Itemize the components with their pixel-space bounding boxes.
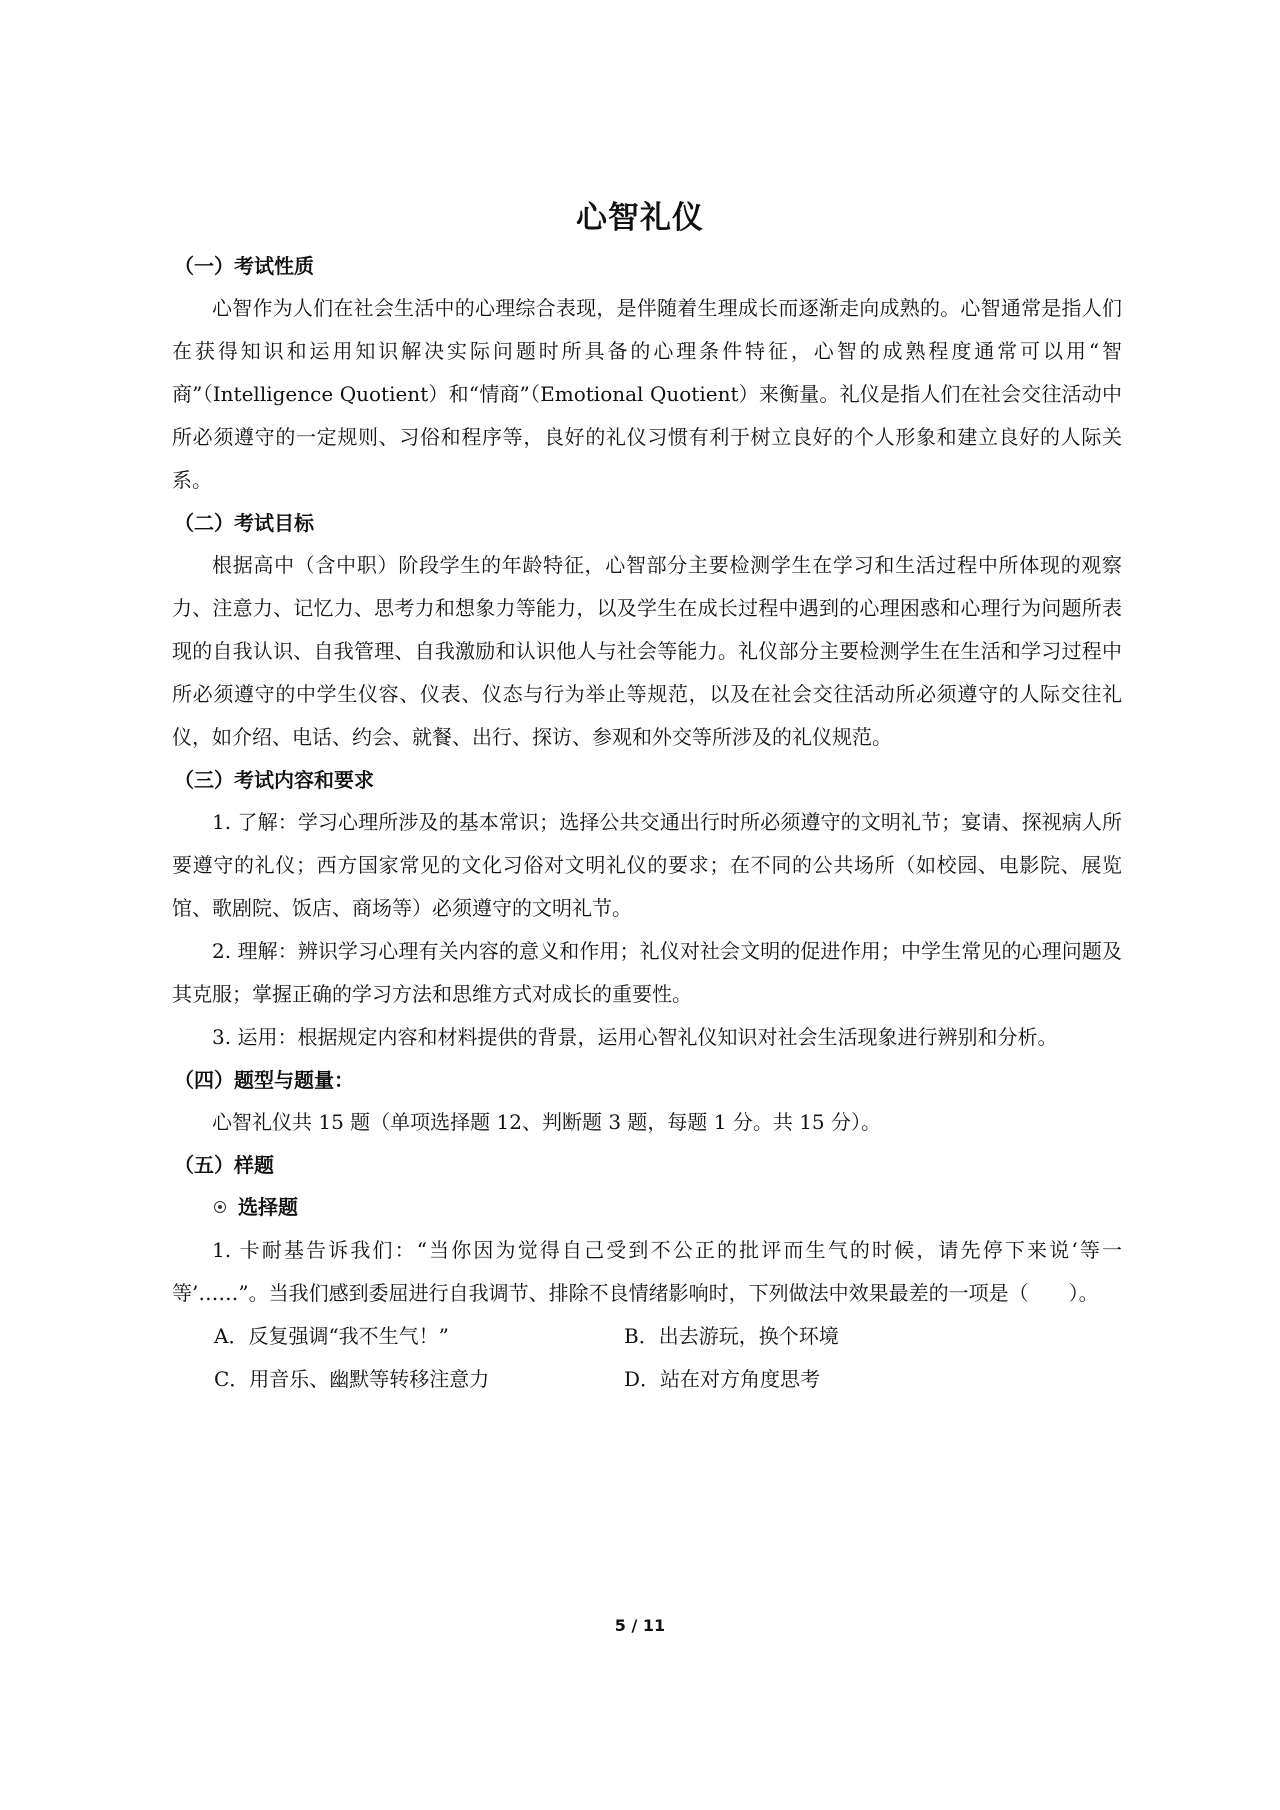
section-heading-question-types: （四）题型与题量： (174, 1068, 354, 1092)
circle-dot-icon (214, 1201, 226, 1213)
section-heading-content: （三）考试内容和要求 (174, 768, 374, 792)
section-heading-nature: （一）考试性质 (174, 254, 314, 278)
subheading-label: 选择题 (238, 1195, 298, 1219)
document-title: 心智礼仪 (576, 200, 704, 236)
section-heading-goals: （二）考试目标 (174, 511, 314, 535)
sample-question: 1. 卡耐基告诉我们：“当你因为觉得自己受到不公正的批评而生气的时候，请先停下来说‘等一等’……”。当我们感到委屈进行自我调节、排除不良情绪影响时，下列做法中效果最差的一项是（ ）。 (172, 1238, 1122, 1305)
section-body-nature: 心智作为人们在社会生活中的心理综合表现，是伴随着生理成长而逐渐走向成熟的。心智通常是指人们在获得知识和运用知识解决实际问题时所具备的心理条件特征，心智的成熟程度通常可以用“智商”（Intelligence Quotient）和“情商”（Emotional Quotient）来衡量。礼仪是指人们在社会交往活动中所必须遵守的一定规则、习俗和程序等，良好的礼仪习惯有利于树立良好的个人形象和建立良好的人际关系。 (172, 296, 1122, 492)
section-heading-samples: （五）样题 (174, 1153, 274, 1177)
requirement-item: 2. 理解：辨识学习心理有关内容的意义和作用；礼仪对社会文明的促进作用；中学生常见的心理问题及其克服；掌握正确的学习方法和思维方式对成长的重要性。 (172, 939, 1122, 1006)
requirement-item: 3. 运用：根据规定内容和材料提供的背景，运用心智礼仪知识对社会生活现象进行辨别和分析。 (212, 1025, 1058, 1049)
requirement-item: 1. 了解：学习心理所涉及的基本常识；选择公共交通出行时所必须遵守的文明礼节；宴请、探视病人所要遵守的礼仪；西方国家常见的文化习俗对文明礼仪的要求；在不同的公共场所（如校园、电影院、展览馆、歌剧院、饭店、商场等）必须遵守的文明礼节。 (172, 810, 1122, 920)
section-body-goals: 根据高中（含中职）阶段学生的年龄特征，心智部分主要检测学生在学习和生活过程中所体现的观察力、注意力、记忆力、思考力和想象力等能力，以及学生在成长过程中遇到的心理困惑和心理行为问题所表现的自我认识、自我管理、自我激励和认识他人与社会等能力。礼仪部分主要检测学生在生活和学习过程中所必须遵守的中学生仪容、仪表、仪态与行为举止等规范，以及在社会交往活动所必须遵守的人际交往礼仪，如介绍、电话、约会、就餐、出行、探访、参观和外交等所涉及的礼仪规范。 (172, 553, 1122, 749)
section-body-question-types: 心智礼仪共 15 题（单项选择题 12、判断题 3 题，每题 1 分。共 15 分）。 (212, 1110, 882, 1134)
option-c: C．用音乐、幽默等转移注意力 (214, 1367, 490, 1391)
option-b: B．出去游玩，换个环境 (624, 1324, 839, 1348)
answer-options (172, 1315, 1122, 1401)
option-d: D．站在对方角度思考 (624, 1367, 821, 1391)
page-number: 5 / 11 (614, 1616, 666, 1635)
subheading-multiple-choice (172, 1186, 1122, 1229)
option-a: A．反复强调“我不生气！” (214, 1324, 449, 1348)
document-content (172, 245, 1122, 1401)
